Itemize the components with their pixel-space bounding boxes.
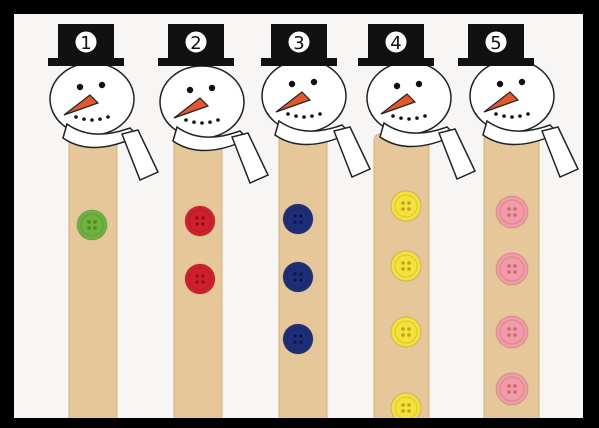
button-hole: [93, 226, 97, 230]
button-hole: [401, 267, 405, 271]
button-hole: [195, 274, 199, 278]
button-hole: [513, 333, 517, 337]
mouth-dot: [407, 117, 411, 121]
mouth-dot: [391, 114, 395, 118]
scene-svg: [14, 14, 583, 418]
mouth-dot: [494, 112, 498, 116]
mouth-dot: [184, 118, 188, 122]
button-hole: [401, 403, 405, 407]
button-hole: [299, 340, 303, 344]
button-hole: [407, 327, 411, 331]
button-hole: [293, 278, 297, 282]
button-hole: [293, 272, 297, 276]
button-hole: [407, 201, 411, 205]
button-hole: [513, 270, 517, 274]
button-hole: [407, 333, 411, 337]
button-hole: [201, 222, 205, 226]
button-hole: [93, 220, 97, 224]
button-hole: [513, 213, 517, 217]
scarf-tail: [542, 127, 578, 177]
snowman-eye-left: [187, 87, 193, 93]
button-hole: [507, 384, 511, 388]
button-hole: [293, 220, 297, 224]
mouth-dot: [106, 115, 110, 119]
mouth-dot: [310, 114, 314, 118]
scarf-tail: [439, 129, 475, 179]
mouth-dot: [90, 118, 94, 122]
button-hole: [513, 384, 517, 388]
hat-number: 1: [80, 33, 92, 54]
button-hole: [195, 216, 199, 220]
button-hole: [513, 390, 517, 394]
snowman-eye-right: [209, 85, 215, 91]
mouth-dot: [415, 116, 419, 120]
button: [496, 373, 528, 405]
mouth-dot: [502, 114, 506, 118]
button-hole: [299, 214, 303, 218]
hat-number: 5: [490, 33, 502, 54]
hat-number: 2: [190, 33, 202, 54]
hat-number: 4: [390, 33, 402, 54]
button-hole: [201, 274, 205, 278]
mouth-dot: [286, 112, 290, 116]
button-hole: [299, 220, 303, 224]
button-hole: [507, 264, 511, 268]
mouth-dot: [74, 115, 78, 119]
button-hole: [201, 280, 205, 284]
button-hole: [513, 327, 517, 331]
button-hole: [507, 327, 511, 331]
snowman-eye-left: [497, 81, 503, 87]
mouth-dot: [318, 112, 322, 116]
button: [496, 316, 528, 348]
button-hole: [513, 207, 517, 211]
button-hole: [407, 207, 411, 211]
button-hole: [299, 334, 303, 338]
button-hole: [401, 201, 405, 205]
button-hole: [401, 261, 405, 265]
button-hole: [407, 409, 411, 413]
button-hole: [507, 207, 511, 211]
button-hole: [87, 220, 91, 224]
button-hole: [299, 272, 303, 276]
mouth-dot: [82, 117, 86, 121]
button: [496, 196, 528, 228]
button-hole: [299, 278, 303, 282]
mouth-dot: [98, 117, 102, 121]
mouth-dot: [216, 118, 220, 122]
mouth-dot: [510, 115, 514, 119]
hat-number: 3: [293, 33, 305, 54]
button-hole: [401, 207, 405, 211]
snowman-eye-right: [99, 82, 105, 88]
button-hole: [401, 409, 405, 413]
scarf-tail: [232, 133, 268, 183]
snowman-eye-right: [416, 81, 422, 87]
snowman-stick-3: [261, 24, 370, 418]
snowman-eye-right: [519, 79, 525, 85]
button-hole: [87, 226, 91, 230]
snowman-eye-left: [394, 83, 400, 89]
button-hole: [195, 222, 199, 226]
button-hole: [507, 390, 511, 394]
snowman-stick-2: [158, 24, 268, 418]
mouth-dot: [302, 115, 306, 119]
scarf-tail: [334, 127, 370, 177]
popsicle-stick: [69, 134, 117, 418]
mouth-dot: [294, 114, 298, 118]
button-hole: [407, 261, 411, 265]
button-hole: [401, 327, 405, 331]
button-hole: [293, 214, 297, 218]
button-hole: [201, 216, 205, 220]
mouth-dot: [423, 114, 427, 118]
button-hole: [507, 270, 511, 274]
mouth-dot: [192, 120, 196, 124]
mouth-dot: [526, 112, 530, 116]
button-hole: [293, 334, 297, 338]
button-hole: [401, 333, 405, 337]
mouth-dot: [518, 114, 522, 118]
button-hole: [507, 333, 511, 337]
snowman-counting-sticks-photo: [14, 14, 583, 418]
snowman-eye-left: [77, 84, 83, 90]
button-hole: [195, 280, 199, 284]
button-hole: [507, 213, 511, 217]
snowman-eye-right: [311, 79, 317, 85]
snowman-stick-4: [358, 24, 475, 418]
button-hole: [407, 403, 411, 407]
mouth-dot: [208, 120, 212, 124]
scarf-tail: [122, 130, 158, 180]
snowman-stick-1: [48, 24, 158, 418]
mouth-dot: [399, 116, 403, 120]
button-hole: [407, 267, 411, 271]
button-hole: [513, 264, 517, 268]
button: [496, 253, 528, 285]
snowman-eye-left: [289, 81, 295, 87]
button-hole: [293, 340, 297, 344]
mouth-dot: [200, 121, 204, 125]
snowman-stick-5: [458, 24, 578, 418]
